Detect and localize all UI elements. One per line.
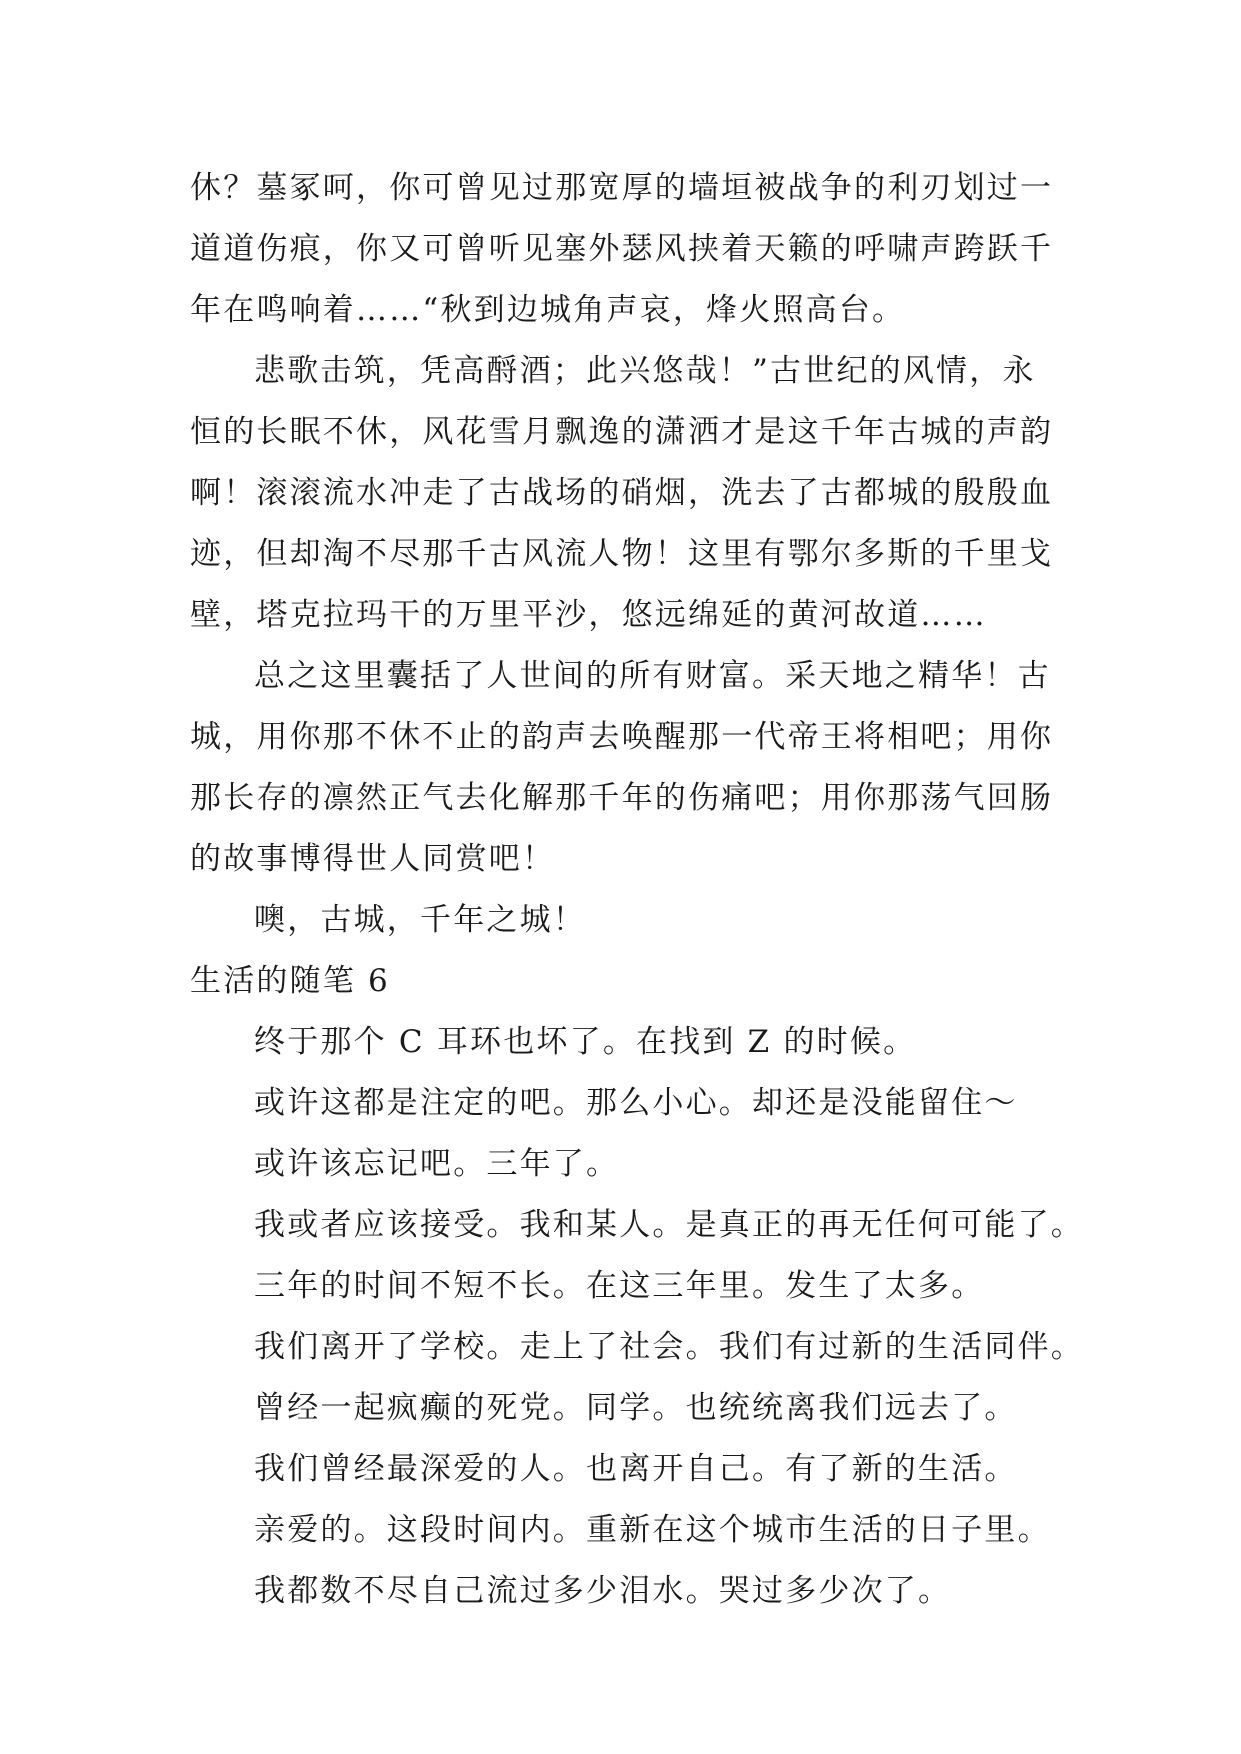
paragraph-line: 或许这都是注定的吧。那么小心。却还是没能留住～ xyxy=(254,1085,1018,1121)
paragraph-line: 壁，塔克拉玛干的万里平沙，悠远绵延的黄河故道…… xyxy=(190,597,987,633)
paragraph-line: 啊！滚滚流水冲走了古战场的硝烟，洗去了古都城的殷殷血 xyxy=(190,475,1054,511)
paragraph-line: 我或者应该接受。我和某人。是真正的再无任何可能了。 xyxy=(254,1207,1084,1243)
paragraph-line: 噢，古城，千年之城！ xyxy=(254,902,586,938)
paragraph-line: 道道伤痕，你又可曾听见塞外瑟风挟着天籁的呼啸声跨跃千 xyxy=(190,231,1054,267)
paragraph-line: 那长存的凛然正气去化解那千年的伤痛吧；用你那荡气回肠 xyxy=(190,780,1054,816)
paragraph-line: 总之这里囊括了人世间的所有财富。采天地之精华！古 xyxy=(254,658,1051,694)
paragraph-line: 年在鸣响着……“秋到边城角声哀，烽火照高台。 xyxy=(190,292,906,328)
paragraph-line: 的故事博得世人同赏吧！ xyxy=(190,841,556,877)
paragraph-line: 三年的时间不短不长。在这三年里。发生了太多。 xyxy=(254,1268,985,1304)
paragraph-line: 休？墓冢呵，你可曾见过那宽厚的墙垣被战争的利刃划过一 xyxy=(190,170,1054,206)
paragraph-line: 亲爱的。这段时间内。重新在这个城市生活的日子里。 xyxy=(254,1512,1051,1548)
paragraph-line: 恒的长眠不休，风花雪月飘逸的潇洒才是这千年古城的声韵 xyxy=(190,414,1054,450)
paragraph-line: 我们曾经最深爱的人。也离开自己。有了新的生活。 xyxy=(254,1451,1018,1487)
paragraph-line: 曾经一起疯癫的死党。同学。也统统离我们远去了。 xyxy=(254,1390,1018,1426)
paragraph-line: 或许该忘记吧。三年了。 xyxy=(254,1146,620,1182)
document-page xyxy=(190,158,1084,1622)
paragraph-line: 终于那个 C 耳环也坏了。在找到 Z 的时候。 xyxy=(254,1024,917,1060)
paragraph-line: 迹，但却淘不尽那千古风流人物！这里有鄂尔多斯的千里戈 xyxy=(190,536,1054,572)
paragraph-line: 我们离开了学校。走上了社会。我们有过新的生活同伴。 xyxy=(254,1329,1084,1365)
paragraph-line: 城，用你那不休不止的韵声去唤醒那一代帝王将相吧；用你 xyxy=(190,719,1054,755)
paragraph-line: 悲歌击筑，凭高酹酒；此兴悠哉！”古世纪的风情，永 xyxy=(254,353,1036,389)
section-title: 生活的随笔 6 xyxy=(190,963,390,999)
paragraph-line: 我都数不尽自己流过多少泪水。哭过多少次了。 xyxy=(254,1573,952,1609)
